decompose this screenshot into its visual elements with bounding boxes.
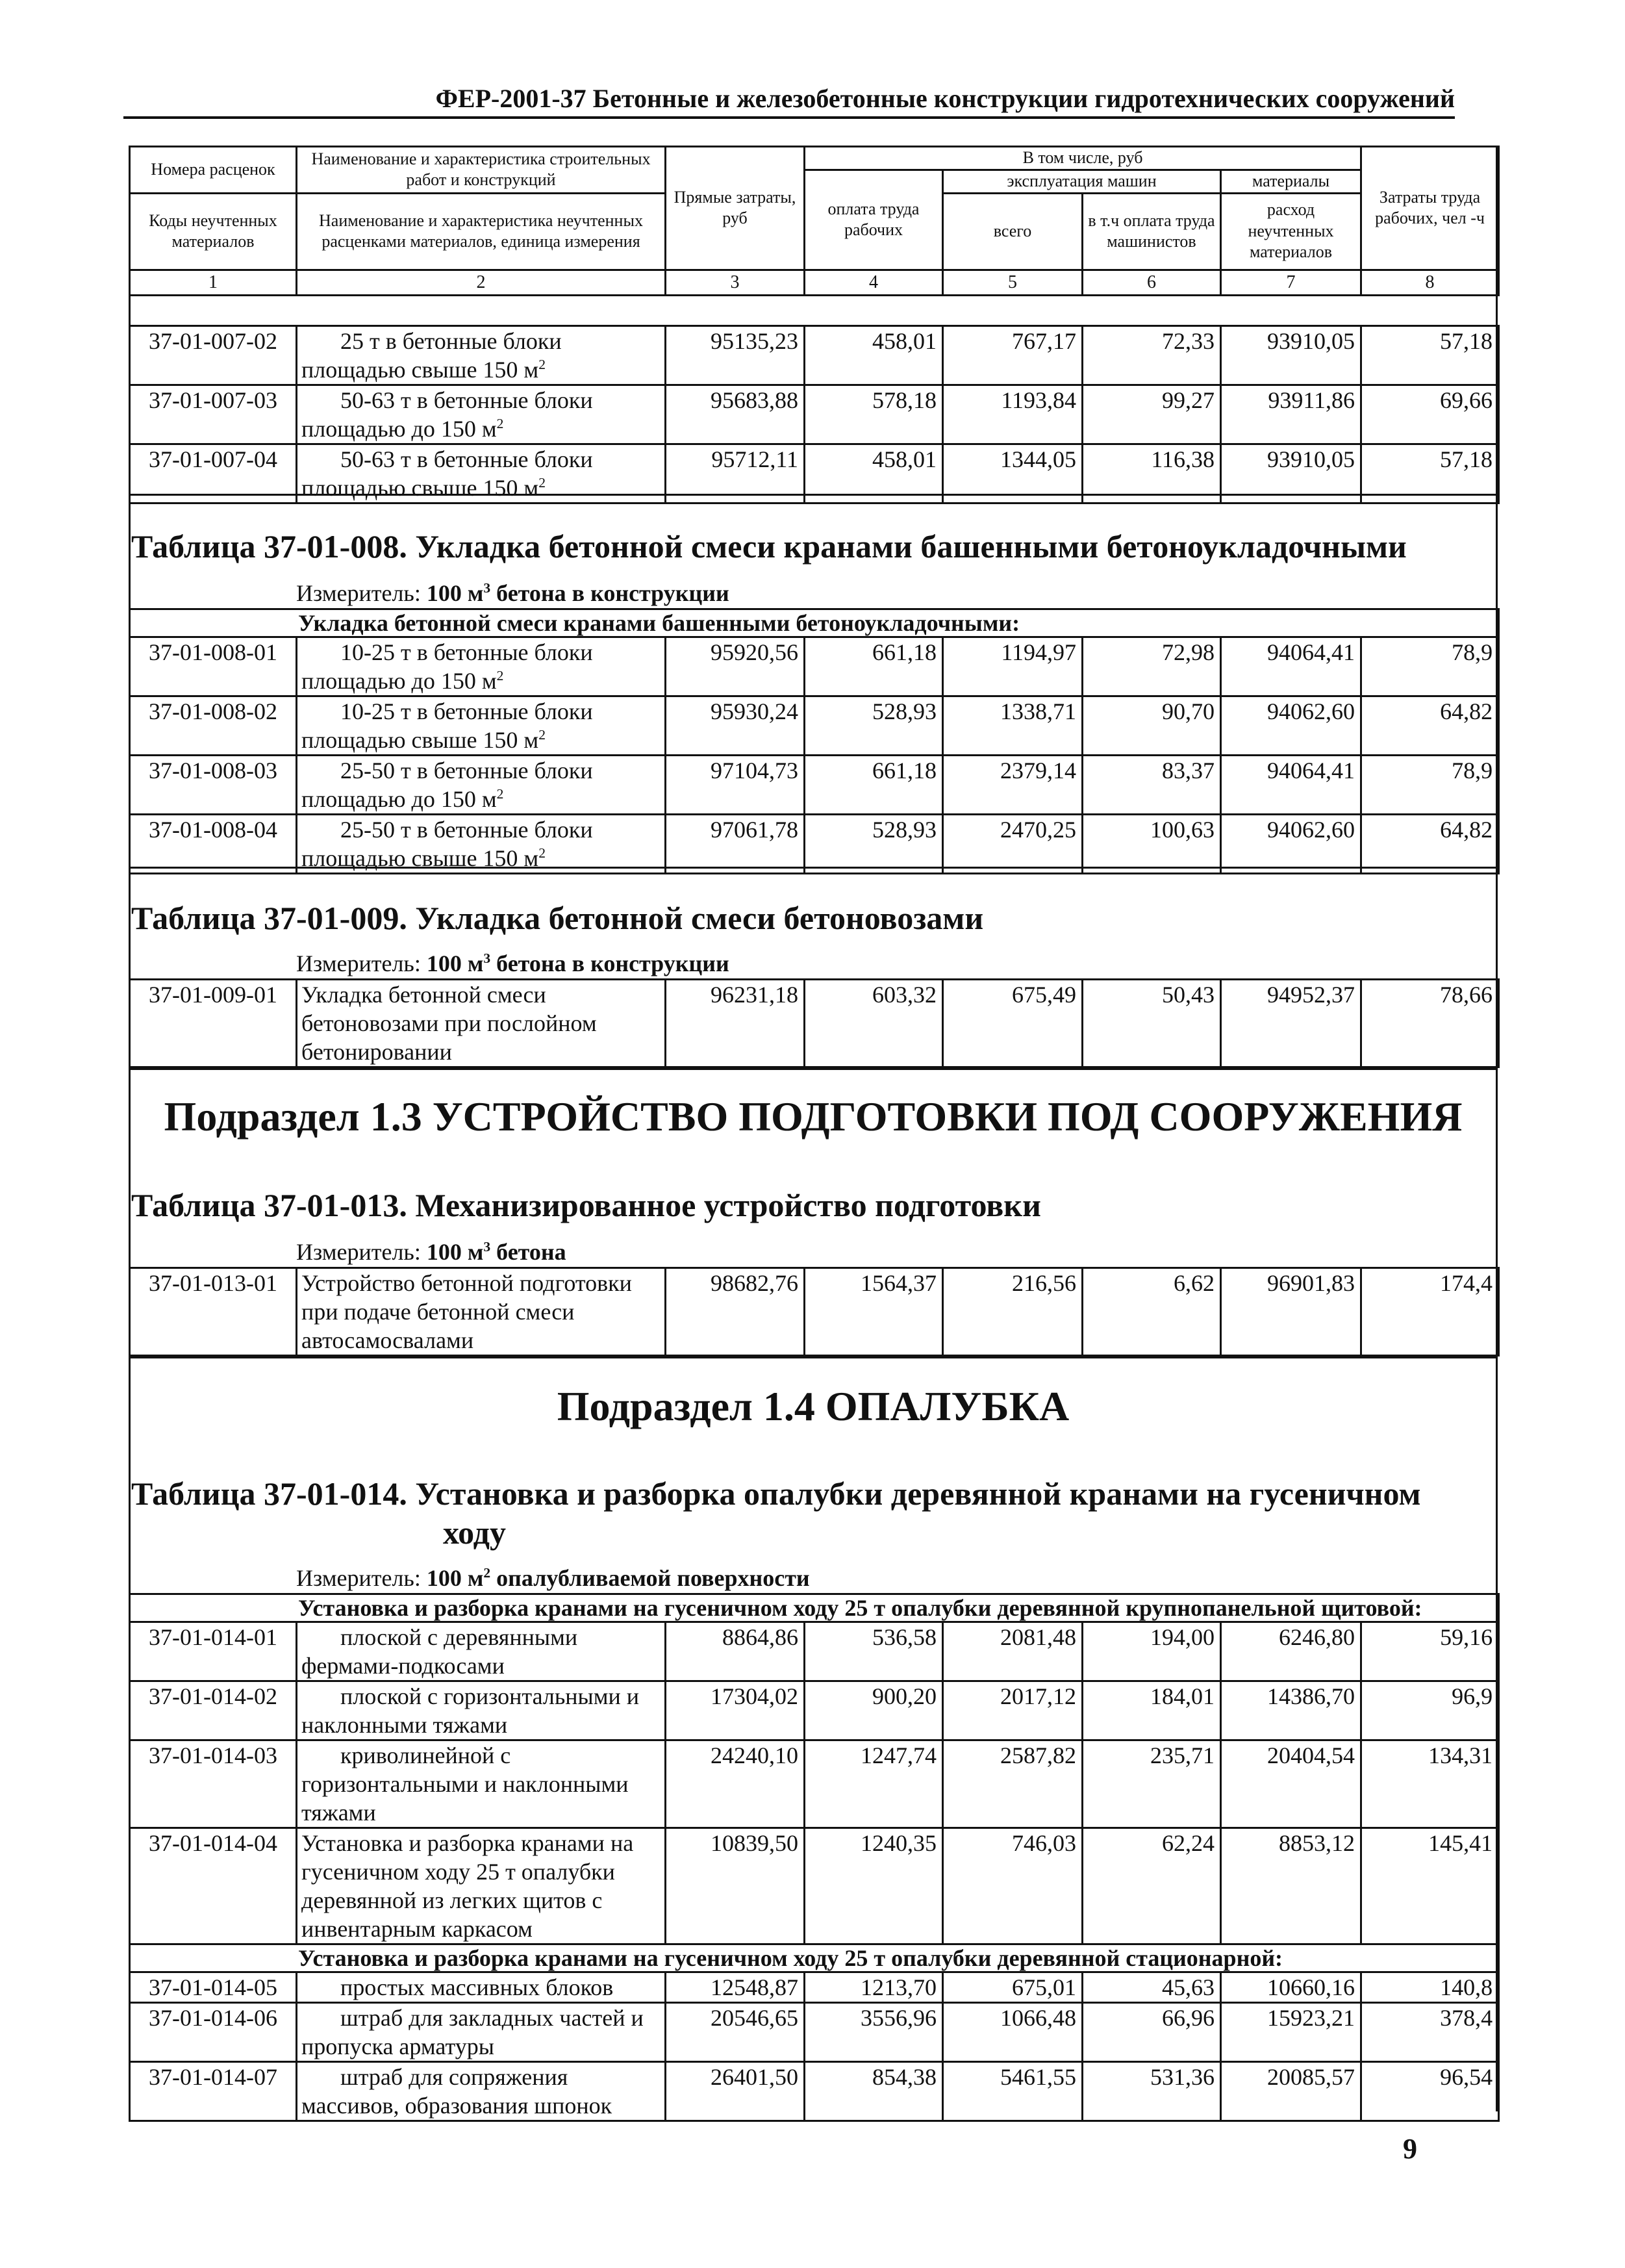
col-num-1: 1 xyxy=(130,270,297,295)
machinist-pay: 184,01 xyxy=(1083,1681,1221,1740)
section-1-4-title: Подраздел 1.4 ОПАЛУБКА xyxy=(557,1383,1070,1429)
machines-total: 2081,48 xyxy=(943,1622,1083,1681)
col-num-8: 8 xyxy=(1361,270,1499,295)
header-material-consumption: расход неучтенных материалов xyxy=(1221,193,1361,270)
table-row xyxy=(130,1681,1499,1740)
machines-total: 675,01 xyxy=(943,1972,1083,2003)
machinist-pay: 72,98 xyxy=(1083,637,1221,696)
table-013-rows xyxy=(129,1267,1500,1357)
labor-costs: 134,31 xyxy=(1361,1740,1499,1828)
labor-costs: 78,9 xyxy=(1361,637,1499,696)
worker-pay: 458,01 xyxy=(805,326,943,385)
work-name: 25-50 т в бетонные блоки площадью до 150 $м^2$ xyxy=(297,756,666,815)
table-row xyxy=(130,2062,1499,2121)
col-num-5: 5 xyxy=(943,270,1083,295)
machines-total: 2379,14 xyxy=(943,756,1083,815)
table-014-subheader-panel: Установка и разборка кранами на гусеничном ходу 25 т опалубки деревянной крупнопанельной щитовой: xyxy=(130,1594,1499,1622)
table-row xyxy=(130,2003,1499,2062)
rate-code: 37-01-014-06 xyxy=(130,2003,297,2062)
machinist-pay: 531,36 xyxy=(1083,2062,1221,2121)
rate-code: 37-01-008-02 xyxy=(130,696,297,756)
rate-code: 37-01-009-01 xyxy=(130,980,297,1067)
work-name: Установка и разборка кранами на гусеничном ходу 25 т опалубки деревянной из легких щитов с инвентарным каркасом xyxy=(297,1828,666,1944)
table-row xyxy=(130,385,1499,444)
worker-pay: 1213,70 xyxy=(805,1972,943,2003)
machinist-pay: 83,37 xyxy=(1083,756,1221,815)
table-009-title: Таблица 37-01-009. Укладка бетонной смеси бетоновозами xyxy=(131,900,984,936)
machinist-pay: 50,43 xyxy=(1083,980,1221,1067)
labor-costs: 140,8 xyxy=(1361,1972,1499,2003)
header-material-names: Наименование и характеристика неучтенных расценками материалов, единица измерения xyxy=(297,193,666,270)
machines-total: 216,56 xyxy=(943,1268,1083,1356)
header-worker-pay: оплата труда рабочих xyxy=(805,170,943,270)
work-name: 50-63 т в бетонные блоки площадью до 150 $м^2$ xyxy=(297,385,666,444)
worker-pay: 854,38 xyxy=(805,2062,943,2121)
machines-total: 1193,84 xyxy=(943,385,1083,444)
direct-costs: 20546,65 xyxy=(666,2003,805,2062)
materials: 94062,60 xyxy=(1221,696,1361,756)
page-number: 9 xyxy=(1403,2133,1417,2165)
header-machinist-pay: в т.ч оплата труда машинистов xyxy=(1083,193,1221,270)
machinist-pay: 100,63 xyxy=(1083,815,1221,874)
machines-total: 2470,25 xyxy=(943,815,1083,874)
table-009-measurer: Измеритель: 100 $м^3$ бетона в конструкции xyxy=(296,950,729,976)
machines-total: 5461,55 xyxy=(943,2062,1083,2121)
materials: 96901,83 xyxy=(1221,1268,1361,1356)
labor-costs: 378,4 xyxy=(1361,2003,1499,2062)
col-num-4: 4 xyxy=(805,270,943,295)
materials: 94064,41 xyxy=(1221,756,1361,815)
rate-code: 37-01-007-03 xyxy=(130,385,297,444)
labor-costs: 57,18 xyxy=(1361,444,1499,503)
rate-code: 37-01-007-02 xyxy=(130,326,297,385)
rate-code: 37-01-014-05 xyxy=(130,1972,297,2003)
materials: 6246,80 xyxy=(1221,1622,1361,1681)
divider xyxy=(129,1068,1498,1070)
work-name: 25 т в бетонные блоки площадью свыше 150 $м^2$ xyxy=(297,326,666,385)
labor-costs: 59,16 xyxy=(1361,1622,1499,1681)
direct-costs: 24240,10 xyxy=(666,1740,805,1828)
materials: 10660,16 xyxy=(1221,1972,1361,2003)
machinist-pay: 116,38 xyxy=(1083,444,1221,503)
rate-code: 37-01-007-04 xyxy=(130,444,297,503)
work-name: 10-25 т в бетонные блоки площадью до 150 $м^2$ xyxy=(297,637,666,696)
machinist-pay: 72,33 xyxy=(1083,326,1221,385)
column-header xyxy=(129,146,1500,296)
materials: 20404,54 xyxy=(1221,1740,1361,1828)
direct-costs: 8864,86 xyxy=(666,1622,805,1681)
labor-costs: 145,41 xyxy=(1361,1828,1499,1944)
table-008-measurer: Измеритель: 100 $м^3$ бетона в конструкции xyxy=(296,580,729,606)
direct-costs: 95683,88 xyxy=(666,385,805,444)
worker-pay: 578,18 xyxy=(805,385,943,444)
machines-total: 675,49 xyxy=(943,980,1083,1067)
worker-pay: 528,93 xyxy=(805,696,943,756)
rate-code: 37-01-008-01 xyxy=(130,637,297,696)
materials: 93910,05 xyxy=(1221,326,1361,385)
header-rates-number: Номера расценок xyxy=(130,147,297,194)
rate-code: 37-01-014-04 xyxy=(130,1828,297,1944)
header-machine-operation: эксплуатация машин xyxy=(943,170,1221,193)
labor-costs: 57,18 xyxy=(1361,326,1499,385)
table-013-title: Таблица 37-01-013. Механизированное устройство подготовки xyxy=(131,1187,1041,1223)
rate-code: 37-01-013-01 xyxy=(130,1268,297,1356)
subheader-row xyxy=(130,1594,1499,1622)
materials: 20085,57 xyxy=(1221,2062,1361,2121)
table-008-subheader: Укладка бетонной смеси кранами башенными бетоноукладочными: xyxy=(130,609,1499,637)
rate-code: 37-01-014-07 xyxy=(130,2062,297,2121)
direct-costs: 97061,78 xyxy=(666,815,805,874)
labor-costs: 96,54 xyxy=(1361,2062,1499,2121)
machines-total: 1194,97 xyxy=(943,637,1083,696)
labor-costs: 174,4 xyxy=(1361,1268,1499,1356)
table-009-rows xyxy=(129,978,1500,1068)
worker-pay: 603,32 xyxy=(805,980,943,1067)
direct-costs: 10839,50 xyxy=(666,1828,805,1944)
table-row xyxy=(130,696,1499,756)
direct-costs: 12548,87 xyxy=(666,1972,805,2003)
table-row xyxy=(130,1972,1499,2003)
worker-pay: 3556,96 xyxy=(805,2003,943,2062)
labor-costs: 64,82 xyxy=(1361,696,1499,756)
direct-costs: 95920,56 xyxy=(666,637,805,696)
machines-total: 1344,05 xyxy=(943,444,1083,503)
machinist-pay: 194,00 xyxy=(1083,1622,1221,1681)
labor-costs: 69,66 xyxy=(1361,385,1499,444)
direct-costs: 95930,24 xyxy=(666,696,805,756)
materials: 14386,70 xyxy=(1221,1681,1361,1740)
work-name: 50-63 т в бетонные блоки площадью свыше 150 $м^2$ xyxy=(297,444,666,503)
page-header: ФЕР-2001-37 Бетонные и железобетонные конструкции гидротехнических сооружений xyxy=(123,83,1455,119)
machinist-pay: 99,27 xyxy=(1083,385,1221,444)
machinist-pay: 66,96 xyxy=(1083,2003,1221,2062)
table-row xyxy=(130,756,1499,815)
worker-pay: 900,20 xyxy=(805,1681,943,1740)
divider xyxy=(129,494,1498,496)
rate-code: 37-01-008-04 xyxy=(130,815,297,874)
machines-total: 2587,82 xyxy=(943,1740,1083,1828)
subheader-row xyxy=(130,1944,1499,1972)
labor-costs: 96,9 xyxy=(1361,1681,1499,1740)
direct-costs: 26401,50 xyxy=(666,2062,805,2121)
machinist-pay: 90,70 xyxy=(1083,696,1221,756)
labor-costs: 78,9 xyxy=(1361,756,1499,815)
header-direct-costs: Прямые затраты, руб xyxy=(666,147,805,270)
machines-total: 1066,48 xyxy=(943,2003,1083,2062)
rate-code: 37-01-008-03 xyxy=(130,756,297,815)
direct-costs: 17304,02 xyxy=(666,1681,805,1740)
work-name: 10-25 т в бетонные блоки площадью свыше 150 $м^2$ xyxy=(297,696,666,756)
materials: 94062,60 xyxy=(1221,815,1361,874)
machines-total: 746,03 xyxy=(943,1828,1083,1944)
machinist-pay: 235,71 xyxy=(1083,1740,1221,1828)
materials: 15923,21 xyxy=(1221,2003,1361,2062)
header-work-name: Наименование и характеристика строительных работ и конструкций xyxy=(297,147,666,194)
divider xyxy=(129,1357,1498,1358)
direct-costs: 95135,23 xyxy=(666,326,805,385)
worker-pay: 1240,35 xyxy=(805,1828,943,1944)
worker-pay: 661,18 xyxy=(805,637,943,696)
worker-pay: 536,58 xyxy=(805,1622,943,1681)
worker-pay: 458,01 xyxy=(805,444,943,503)
work-name: плоской с горизонтальными и наклонными тяжами xyxy=(297,1681,666,1740)
direct-costs: 98682,76 xyxy=(666,1268,805,1356)
machinist-pay: 6,62 xyxy=(1083,1268,1221,1356)
col-num-7: 7 xyxy=(1221,270,1361,295)
table-row xyxy=(130,980,1499,1067)
direct-costs: 96231,18 xyxy=(666,980,805,1067)
direct-costs: 97104,73 xyxy=(666,756,805,815)
table-row xyxy=(130,1828,1499,1944)
table-007-rows xyxy=(129,325,1500,504)
materials: 93910,05 xyxy=(1221,444,1361,503)
work-name: плоской с деревянными фермами-подкосами xyxy=(297,1622,666,1681)
table-008-rows xyxy=(129,608,1500,874)
table-013-measurer: Измеритель: 100 $м^3$ бетона xyxy=(296,1239,566,1265)
table-row xyxy=(130,815,1499,874)
table-014-title: Таблица 37-01-014. Установка и разборка опалубки деревянной кранами на гусеничном xyxy=(131,1475,1421,1512)
table-014-title-continued: ходу xyxy=(443,1514,506,1551)
work-name: простых массивных блоков xyxy=(297,1972,666,2003)
machinist-pay: 45,63 xyxy=(1083,1972,1221,2003)
header-machines-total: всего xyxy=(943,193,1083,270)
table-row xyxy=(130,1622,1499,1681)
work-name: штраб для закладных частей и пропуска арматуры xyxy=(297,2003,666,2062)
col-num-2: 2 xyxy=(297,270,666,295)
materials: 94064,41 xyxy=(1221,637,1361,696)
work-name: штраб для сопряжения массивов, образования шпонок xyxy=(297,2062,666,2121)
machinist-pay: 62,24 xyxy=(1083,1828,1221,1944)
worker-pay: 528,93 xyxy=(805,815,943,874)
worker-pay: 1247,74 xyxy=(805,1740,943,1828)
materials: 8853,12 xyxy=(1221,1828,1361,1944)
header-material-codes: Коды неучтенных материалов xyxy=(130,193,297,270)
table-014-rows xyxy=(129,1593,1500,2122)
table-014-subheader-stationary: Установка и разборка кранами на гусеничном ходу 25 т опалубки деревянной стационарной: xyxy=(130,1944,1499,1972)
labor-costs: 64,82 xyxy=(1361,815,1499,874)
worker-pay: 661,18 xyxy=(805,756,943,815)
worker-pay: 1564,37 xyxy=(805,1268,943,1356)
work-name: Устройство бетонной подготовки при подаче бетонной смеси автосамосвалами xyxy=(297,1268,666,1356)
header-materials: материалы xyxy=(1221,170,1361,193)
table-008-title: Таблица 37-01-008. Укладка бетонной смеси кранами башенными бетоноукладочными xyxy=(131,528,1407,565)
subheader-row xyxy=(130,609,1499,637)
direct-costs: 95712,11 xyxy=(666,444,805,503)
table-row xyxy=(130,1740,1499,1828)
rate-code: 37-01-014-01 xyxy=(130,1622,297,1681)
work-name: Укладка бетонной смеси бетоновозами при послойном бетонировании xyxy=(297,980,666,1067)
materials: 94952,37 xyxy=(1221,980,1361,1067)
table-row xyxy=(130,1268,1499,1356)
work-name: 25-50 т в бетонные блоки площадью свыше 150 $м^2$ xyxy=(297,815,666,874)
machines-total: 767,17 xyxy=(943,326,1083,385)
col-num-6: 6 xyxy=(1083,270,1221,295)
table-row xyxy=(130,637,1499,696)
divider xyxy=(129,867,1498,869)
machines-total: 1338,71 xyxy=(943,696,1083,756)
materials: 93911,86 xyxy=(1221,385,1361,444)
rate-code: 37-01-014-03 xyxy=(130,1740,297,1828)
table-row xyxy=(130,326,1499,385)
table-014-measurer: Измеритель: 100 $м^2$ опалубливаемой поверхности xyxy=(296,1565,810,1591)
col-num-3: 3 xyxy=(666,270,805,295)
machines-total: 2017,12 xyxy=(943,1681,1083,1740)
work-name: криволинейной с горизонтальными и наклонными тяжами xyxy=(297,1740,666,1828)
header-including: В том числе, руб xyxy=(805,147,1361,170)
section-1-3-title: Подраздел 1.3 УСТРОЙСТВО ПОДГОТОВКИ ПОД СООРУЖЕНИЯ xyxy=(164,1093,1463,1140)
header-labor-costs: Затраты труда рабочих, чел -ч xyxy=(1361,147,1499,270)
rate-code: 37-01-014-02 xyxy=(130,1681,297,1740)
labor-costs: 78,66 xyxy=(1361,980,1499,1067)
